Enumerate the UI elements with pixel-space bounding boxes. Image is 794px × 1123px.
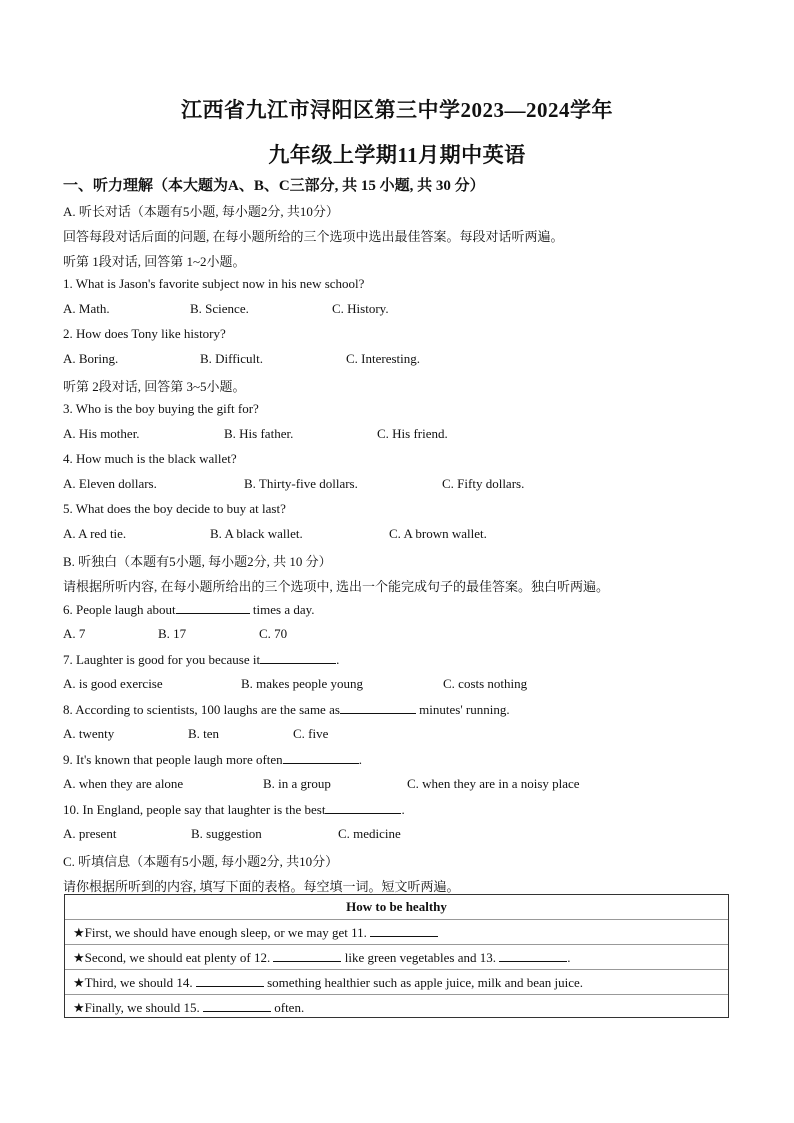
q10-answer-blank — [325, 801, 401, 814]
blank-11 — [370, 924, 438, 937]
row1-text-pre: First, we should have enough sleep, or we may get 11. — [84, 925, 371, 940]
star-icon: ★ — [73, 975, 85, 990]
section-heading-listening: 一、听力理解（本大题为A、B、C三部分, 共 15 小题, 共 30 分） — [63, 178, 485, 194]
question-8 — [63, 701, 510, 718]
row4-text-pre: Finally, we should 15. — [84, 1000, 203, 1015]
blank-12 — [273, 949, 341, 962]
q3-option-c: C. His friend. — [377, 426, 448, 441]
q9-answer-blank — [283, 751, 359, 764]
q5-option-b: B. A black wallet. — [210, 526, 303, 541]
q10-option-b: B. suggestion — [191, 826, 262, 841]
exam-title-line2: 九年级上学期11月期中英语 — [268, 143, 526, 167]
q9-text-pre: 9. It's known that people laugh more often — [63, 752, 283, 767]
q10-text-pre: 10. In England, people say that laughter is the best — [63, 802, 326, 817]
q8-answer-blank — [340, 701, 416, 714]
q8-option-c: C. five — [293, 726, 329, 741]
q5-option-c: C. A brown wallet. — [389, 526, 487, 541]
exam-title-line1: 江西省九江市浔阳区第三中学2023—2024学年 — [181, 98, 613, 122]
q3-option-b: B. His father. — [224, 426, 294, 441]
row2-text-post: . — [567, 950, 571, 965]
q6-option-c: C. 70 — [259, 626, 288, 641]
q1-option-b: B. Science. — [190, 301, 249, 316]
star-icon: ★ — [73, 1000, 85, 1015]
q4-option-a: A. Eleven dollars. — [63, 476, 157, 491]
row2-text-mid: like green vegetables and 13. — [341, 950, 500, 965]
q8-option-a: A. twenty — [63, 726, 115, 741]
row3-text-mid: something healthier such as apple juice, milk and bean juice. — [263, 975, 583, 990]
q9-text-post: . — [358, 752, 362, 767]
table-row — [73, 924, 438, 941]
q8-text-post: minutes' running. — [415, 702, 510, 717]
question-2: 2. How does Tony like history? — [63, 326, 226, 341]
row3-text-pre: Third, we should 14. — [84, 975, 196, 990]
table-divider — [65, 969, 728, 970]
q8-option-b: B. ten — [188, 726, 220, 741]
q1-option-c: C. History. — [332, 301, 389, 316]
q7-option-c: C. costs nothing — [443, 676, 528, 691]
q6-option-a: A. 7 — [63, 626, 86, 641]
part-a-dialog2-note: 听第 2段对话, 回答第 3~5小题。 — [63, 379, 246, 394]
q7-answer-blank — [260, 651, 336, 664]
question-3: 3. Who is the boy buying the gift for? — [63, 401, 259, 416]
q4-option-b: B. Thirty-five dollars. — [244, 476, 358, 491]
question-4: 4. How much is the black wallet? — [63, 451, 237, 466]
healthy-fill-table — [64, 894, 729, 1018]
q4-option-c: C. Fifty dollars. — [442, 476, 525, 491]
part-a-dialog1-note: 听第 1段对话, 回答第 1~2小题。 — [63, 254, 246, 269]
question-5: 5. What does the boy decide to buy at last? — [63, 501, 286, 516]
part-a-instruction: 回答每段对话后面的问题, 在每小题所给的三个选项中选出最佳答案。每段对话听两遍。 — [63, 229, 564, 244]
blank-13 — [499, 949, 567, 962]
table-divider — [65, 919, 728, 920]
q8-text-pre: 8. According to scientists, 100 laughs are the same as — [63, 702, 340, 717]
question-10 — [63, 801, 405, 818]
q1-option-a: A. Math. — [63, 301, 110, 316]
question-9 — [63, 751, 362, 768]
q6-option-b: B. 17 — [158, 626, 187, 641]
table-divider — [65, 994, 728, 995]
q3-option-a: A. His mother. — [63, 426, 140, 441]
q10-option-a: A. present — [63, 826, 117, 841]
q7-option-a: A. is good exercise — [63, 676, 163, 691]
q7-option-b: B. makes people young — [241, 676, 364, 691]
q7-text-pre: 7. Laughter is good for you because it — [63, 652, 261, 667]
row2-text-pre: Second, we should eat plenty of 12. — [84, 950, 274, 965]
question-1: 1. What is Jason's favorite subject now in his new school? — [63, 276, 365, 291]
q2-option-b: B. Difficult. — [200, 351, 263, 366]
star-icon: ★ — [73, 950, 85, 965]
blank-15 — [203, 999, 271, 1012]
q6-text-pre: 6. People laugh about — [63, 602, 176, 617]
star-icon: ★ — [73, 925, 85, 940]
q6-answer-blank — [176, 601, 250, 614]
q9-option-c: C. when they are in a noisy place — [407, 776, 580, 791]
q7-text-post: . — [336, 652, 340, 667]
q9-option-b: B. in a group — [263, 776, 331, 791]
part-c-heading: C. 听填信息（本题有5小题, 每小题2分, 共10分） — [63, 854, 339, 869]
q6-text-post: times a day. — [249, 602, 315, 617]
table-divider — [65, 944, 728, 945]
question-6 — [63, 601, 315, 618]
part-c-instruction: 请你根据所听到的内容, 填写下面的表格。每空填一词。短文听两遍。 — [63, 879, 460, 894]
q5-option-a: A. A red tie. — [63, 526, 127, 541]
part-b-heading: B. 听独白（本题有5小题, 每小题2分, 共 10 分） — [63, 554, 332, 569]
part-b-instruction: 请根据所听内容, 在每小题所给出的三个选项中, 选出一个能完成句子的最佳答案。独白听两遍。 — [63, 579, 610, 594]
q10-option-c: C. medicine — [338, 826, 401, 841]
q9-option-a: A. when they are alone — [63, 776, 184, 791]
part-a-heading: A. 听长对话（本题有5小题, 每小题2分, 共10分） — [63, 204, 339, 219]
table-row — [73, 999, 304, 1016]
table-row — [73, 974, 583, 991]
q2-option-c: C. Interesting. — [346, 351, 421, 366]
table-row — [73, 949, 570, 966]
blank-14 — [196, 974, 264, 987]
q2-option-a: A. Boring. — [63, 351, 119, 366]
question-7 — [63, 651, 339, 668]
row4-text-mid: often. — [270, 1000, 305, 1015]
q10-text-post: . — [401, 802, 405, 817]
table-title: How to be healthy — [346, 899, 447, 914]
